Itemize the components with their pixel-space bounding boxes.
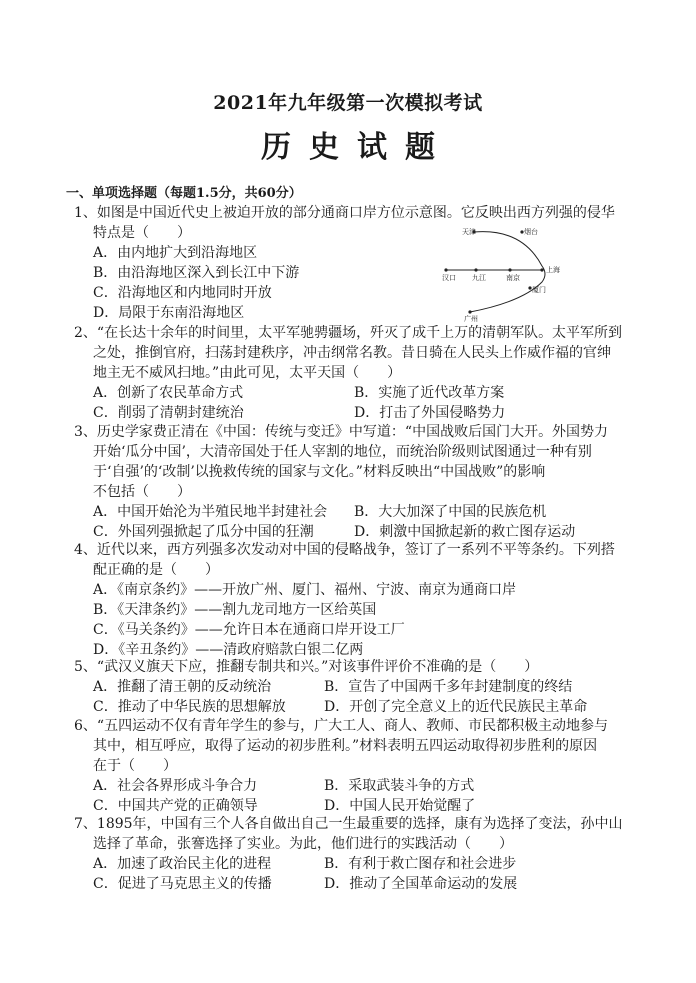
option-b: B．实施了近代改革方案 [354,385,505,401]
exam-title: 2021年九年级第一次模拟考试 [213,92,483,114]
question-stem-line: 之处，推倒官府，扫荡封建秩序，冲击纲常名教。昔日骑在人民头上作威作福的官绅 [93,345,611,361]
question-stem-line: 6、“五四运动不仅有青年学生的参与，广大工人、商人、教师、市民都积极主动地参与 [74,718,609,734]
option-d: D．中国人民开始觉醒了 [324,798,476,814]
map-label-xiamen: 厦门 [532,286,546,294]
option-a: A．推翻了清王朝的反动统治 [93,679,272,695]
option-b: B．宣告了中国两千多年封建制度的终结 [324,679,573,695]
option-a: A．加速了政治民主化的进程 [93,856,272,872]
question-stem-line: 5、“武汉义旗天下应，推翻专制共和兴。”对该事件评价不准确的是（ ） [74,659,539,675]
option-a: A．《南京条约》——开放广州、厦门、福州、宁波、南京为通商口岸 [93,582,517,598]
question-stem-line: 开始‘瓜分中国’，大清帝国处于任人宰割的地位，而统治阶级则试图通过一种有别 [93,444,592,460]
option-a: A．创新了农民革命方式 [93,385,244,401]
question-stem-line: 在于（ ） [93,758,177,774]
question-stem-line: 配正确的是（ ） [93,562,219,578]
option-c: C．外国列强掀起了瓜分中国的狂潮 [93,524,314,540]
map-label-jiujiang: 九江 [472,274,486,282]
option-d: D．打击了外国侵略势力 [354,405,506,421]
question-stem-line: 1、如图是中国近代史上被迫开放的部分通商口岸方位示意图。它反映出西方列强的侵华 [74,205,615,221]
question-stem-line: 于‘自强’的‘改制’以挽救传统的国家与文化。”材料反映出“中国战败”的影响 [93,464,546,480]
map-label-hankou: 汉口 [442,274,456,282]
question-stem-line: 2、“在长达十余年的时间里，太平军驰骋疆场，歼灭了成千上万的清朝军队。太平军所到 [74,325,623,341]
map-label-tianjin: 天津 [462,228,476,236]
option-b: B．大大加深了中国的民族危机 [354,504,547,520]
option-b: B．由沿海地区深入到长江中下游 [93,265,300,281]
section-heading: 一、单项选择题（每题1.5分，共60分） [66,186,302,201]
option-c: C．中国共产党的正确领导 [93,798,258,814]
question-stem-line: 不包括（ ） [93,484,191,500]
question-stem-line: 特点是（ ） [93,225,191,241]
question-stem-line: 4、近代以来，西方列强多次发动对中国的侵略战争，签订了一系列不平等条约。下列搭 [74,542,615,558]
option-c: C．削弱了清朝封建统治 [93,405,244,421]
question-stem-line: 选择了革命，张謇选择了实业。为此，他们进行的实践活动（ ） [93,836,513,852]
option-d: D．局限于东南沿海地区 [93,305,245,321]
treaty-ports-map [434,222,580,322]
option-a: A．社会各界形成斗争合力 [93,778,258,794]
option-d: D．《辛丑条约》——清政府赔款白银二亿两 [93,642,364,658]
question-stem-line: 3、历史学家费正清在《中国：传统与变迁》中写道：“中国战败后国门大开。外国势力 [74,424,609,440]
question-5 [74,657,588,717]
map-label-nanjing: 南京 [506,274,520,282]
question-7 [74,814,623,894]
option-a: A．中国开始沦为半殖民地半封建社会 [93,504,328,520]
question-stem-line: 地主无不威风扫地。”由此可见，太平天国（ ） [93,365,402,381]
option-c: C．《马关条约》——允许日本在通商口岸开设工厂 [93,622,405,638]
option-d: D．刺激中国掀起新的救亡图存运动 [354,524,576,540]
option-c: C．沿海地区和内地同时开放 [93,285,272,301]
question-stem-line: 7、1895年，中国有三个人各自做出自己一生最重要的选择，康有为选择了变法，孙中山 [74,816,623,832]
question-4 [74,540,615,660]
question-stem-line: 其中，相互呼应，取得了运动的初步胜利。”材料表明五四运动取得初步胜利的原因 [93,738,598,754]
option-b: B．有利于救亡图存和社会进步 [324,856,517,872]
option-b: B．采取武装斗争的方式 [324,778,475,794]
subject-title: 历史试题 [261,130,453,165]
question-2 [74,323,622,423]
option-d: D．开创了完全意义上的近代民族民主革命 [324,699,588,715]
option-b: B．《天津条约》——割九龙司地方一区给英国 [93,602,377,618]
option-c: C．促进了马克思主义的传播 [93,876,272,892]
option-c: C．推动了中华民族的思想解放 [93,699,286,715]
option-d: D．推动了全国革命运动的发展 [324,876,518,892]
map-label-yantai: 烟台 [524,228,538,236]
option-a: A．由内地扩大到沿海地区 [93,245,258,261]
question-3 [74,422,608,542]
map-label-guangzhou: 广州 [464,315,478,322]
question-6 [74,716,608,816]
map-label-shanghai: 上海 [546,266,560,274]
